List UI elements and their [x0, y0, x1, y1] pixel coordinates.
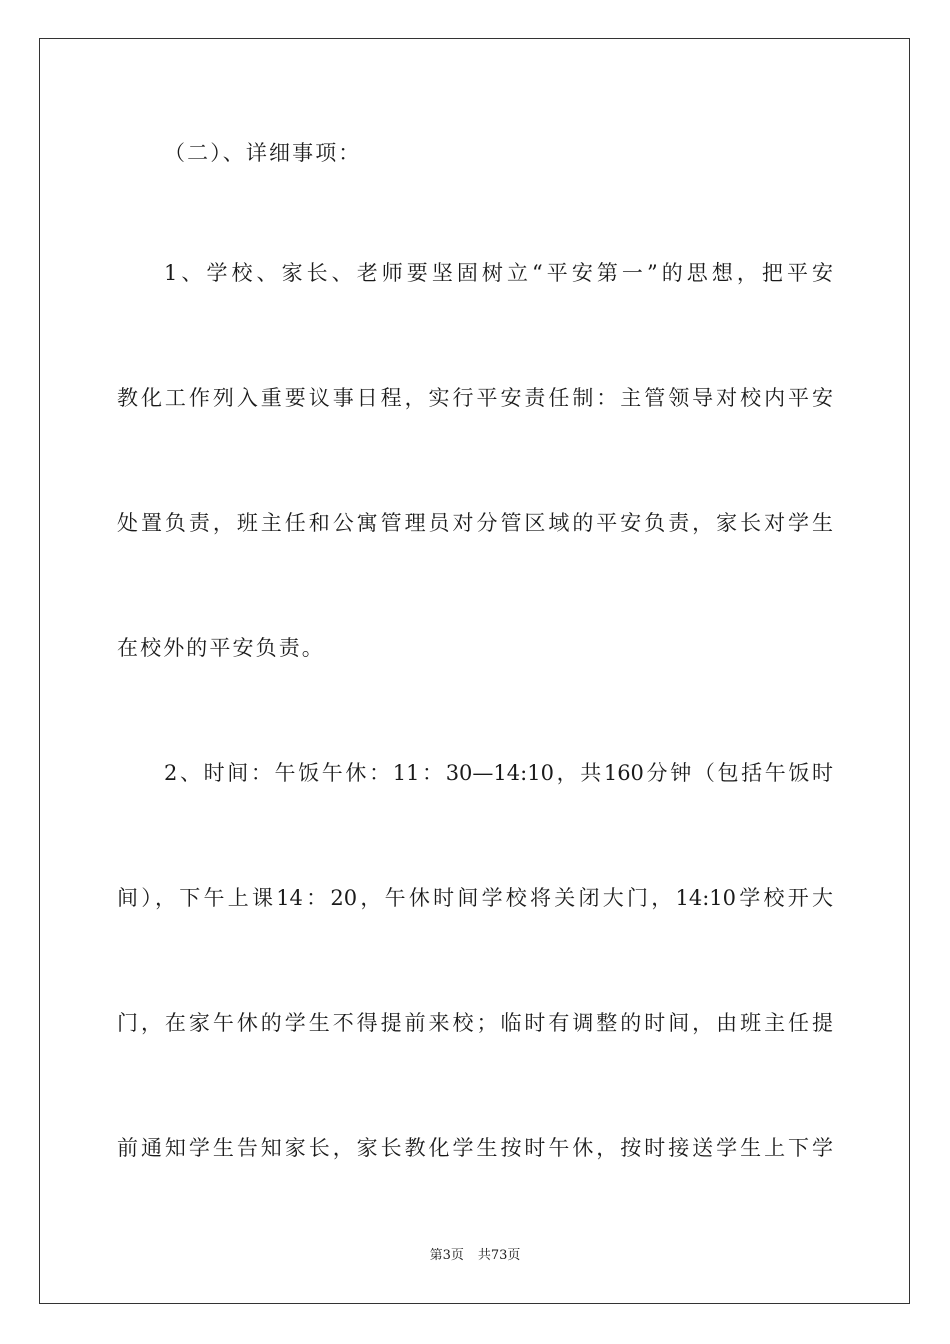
page-border [39, 38, 910, 1304]
paragraph-1-line-3: 处置负责，班主任和公寓管理员对分管区域的平安负责，家长对学生 [117, 511, 833, 535]
page-footer [0, 1247, 950, 1265]
paragraph-1-line-2: 教化工作列入重要议事日程，实行平安责任制：主管领导对校内平安 [117, 386, 833, 410]
paragraph-1-line-1: 1、学校、家长、老师要坚固树立“平安第一”的思想，把平安 [164, 261, 833, 285]
page-total: 共73页 [477, 1248, 521, 1263]
page-number: 第3页 [429, 1248, 464, 1263]
section-heading: （二）、详细事项： [164, 141, 362, 165]
paragraph-2-line-4: 前通知学生告知家长，家长教化学生按时午休，按时接送学生上下学 [117, 1136, 833, 1160]
paragraph-1-line-4: 在校外的平安负责。 [117, 636, 325, 660]
paragraph-2-line-3: 门，在家午休的学生不得提前来校；临时有调整的时间，由班主任提 [117, 1011, 833, 1035]
paragraph-2-line-1: 2、时间：午饭午休：11：30—14:10，共160分钟（包括午饭时 [164, 761, 833, 785]
paragraph-2-line-2: 间），下午上课14：20，午休时间学校将关闭大门，14:10学校开大 [117, 886, 833, 910]
